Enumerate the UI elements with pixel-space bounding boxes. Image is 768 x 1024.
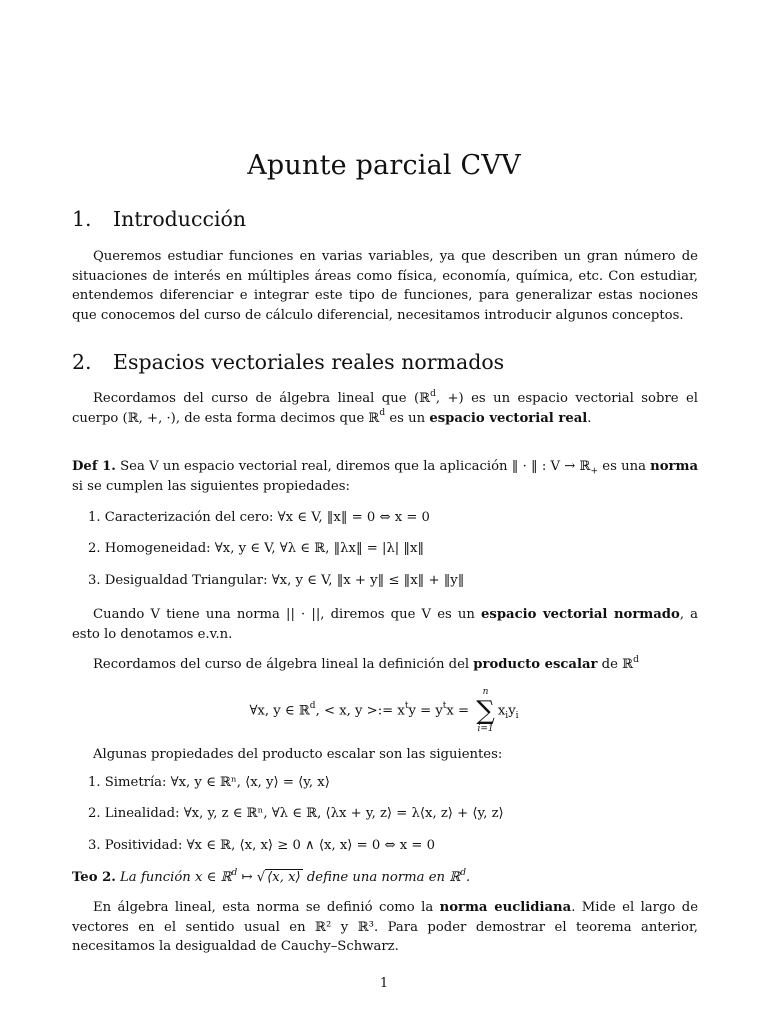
text-run: En álgebra lineal, esta norma se definió como la [93, 900, 440, 915]
text-run: si se cumplen las siguientes propiedades: [72, 478, 350, 494]
dot-product-equation [0, 687, 768, 734]
section-title: Introducción [113, 207, 247, 231]
superscript: d [231, 867, 238, 878]
transpose-mark: t [404, 701, 409, 712]
equation-part: y [508, 703, 516, 719]
text-run: es un [385, 410, 430, 426]
intro-paragraph: Queremos estudiar funciones en varias variables, ya que describen un gran número de situaciones de interés en múltiples áreas como física, economía, química, etc. Con estudiar, entendemos diferenciar e integrar este tipo de funciones, para generalizar estas nociones que conocemos del curso de cálculo diferencial, necesitamos introducir algunos conceptos. [72, 249, 698, 323]
superscript: d [379, 408, 386, 419]
dot-product-paragraph [72, 655, 698, 675]
document-title: Apunte parcial CVV [247, 150, 521, 181]
equation-part: , < x, y >:= x [315, 703, 405, 719]
superscript: d [460, 867, 466, 878]
euclid-paragraph [72, 898, 698, 957]
text-run: . [587, 410, 592, 426]
subscript: + [590, 466, 599, 477]
text-run: La función x ∈ ℝ [115, 870, 232, 885]
text-run: . Mide el largo de vectores en el sentido usual en ℝ² y ℝ³. Para poder demostrar el teorema anterior, necesitamos la desigualdad de Cauchy–Schwarz. [72, 900, 698, 954]
section-number: 1. [72, 207, 92, 231]
evr-paragraph [72, 389, 698, 428]
list-item: 2. Linealidad: ∀x, y, z ∈ ℝⁿ, ∀λ ∈ ℝ, ⟨λx + y, z⟩ = λ⟨x, z⟩ + ⟨y, z⟩ [88, 806, 504, 821]
theorem-2: Teo 2. La función x ∈ ℝ$^d$ ↦ √ ⟨x, x⟩ define una norma en ℝ$^d$. [72, 867, 471, 885]
index-i: i [505, 711, 509, 722]
bold-term: espacio vectorial normado [481, 607, 680, 622]
text-run: , +) es un espacio vectorial sobre el cuerpo (ℝ, +, ·), de esta forma decimos que ℝ [72, 391, 698, 426]
section-number: 2. [72, 350, 92, 374]
sum-upper-limit: n [482, 687, 489, 697]
superscript: d [633, 654, 639, 665]
sum-lower-limit: i=1 [477, 724, 494, 734]
bold-term: norma euclidiana [439, 900, 572, 915]
list-item: 3. Desigualdad Triangular: ∀x, y ∈ V, ‖x + y‖ ≤ ‖x‖ + ‖y‖ [88, 573, 465, 588]
section-heading-espacios [72, 350, 504, 374]
list-item: 3. Positividad: ∀x ∈ ℝ, ⟨x, x⟩ ≥ 0 ∧ ⟨x, x⟩ = 0 ⇔ x = 0 [88, 838, 435, 853]
section-heading-introduccion [72, 207, 246, 231]
index-i: i [515, 711, 519, 722]
sqrt-argument: ⟨x, x⟩ [267, 870, 301, 885]
text-run: Cuando V tiene una norma || · ||, diremos que V es un [93, 607, 482, 622]
text-run: de ℝ [597, 657, 634, 672]
list-item: 1. Simetría: ∀x, y ∈ ℝⁿ, ⟨x, y⟩ = ⟨y, x⟩ [88, 775, 330, 790]
bold-term: norma [650, 459, 699, 474]
dot-props-intro: Algunas propiedades del producto escalar son las siguientes: [93, 747, 503, 762]
text-run: . [465, 870, 471, 885]
text-run: Recordamos del curso de álgebra lineal la definición del [93, 657, 474, 672]
list-item: 1. Caracterización del cero: ∀x ∈ V, ‖x‖ = 0 ⇔ x = 0 [88, 510, 430, 525]
section-title: Espacios vectoriales reales normados [113, 350, 505, 374]
summation-sign: ∑ n i=1 [476, 687, 495, 734]
definition-1 [72, 457, 698, 496]
superscript: d [430, 388, 436, 399]
equation-part: y = y [408, 703, 443, 719]
superscript: d [309, 701, 316, 712]
text-run: ↦ [237, 870, 257, 885]
page-number: 1 [379, 976, 389, 991]
transpose-mark: t [442, 701, 447, 712]
text-run: , a esto lo denotamos e.v.n. [72, 607, 698, 642]
list-item: 2. Homogeneidad: ∀x, y ∈ V, ∀λ ∈ ℝ, ‖λx‖ = |λ| ‖x‖ [88, 541, 425, 556]
text-run: Sea V un espacio vectorial real, diremos que la aplicación ‖ · ‖ : V → ℝ [115, 459, 591, 474]
evn-paragraph [72, 605, 698, 644]
text-run: Recordamos del curso de álgebra lineal que (ℝ [93, 391, 431, 406]
bold-term: producto escalar [473, 657, 598, 672]
bold-term: espacio vectorial real [429, 410, 588, 426]
equation-part: x [497, 703, 506, 719]
text-run: define una norma en ℝ [302, 870, 461, 885]
theorem-label: Teo 2. [72, 870, 116, 885]
equation-part: x = [446, 703, 474, 719]
equation-part: ∀x, y ∈ ℝ [249, 703, 310, 719]
text-run: es una [598, 459, 651, 474]
definition-label: Def 1. [72, 459, 116, 474]
